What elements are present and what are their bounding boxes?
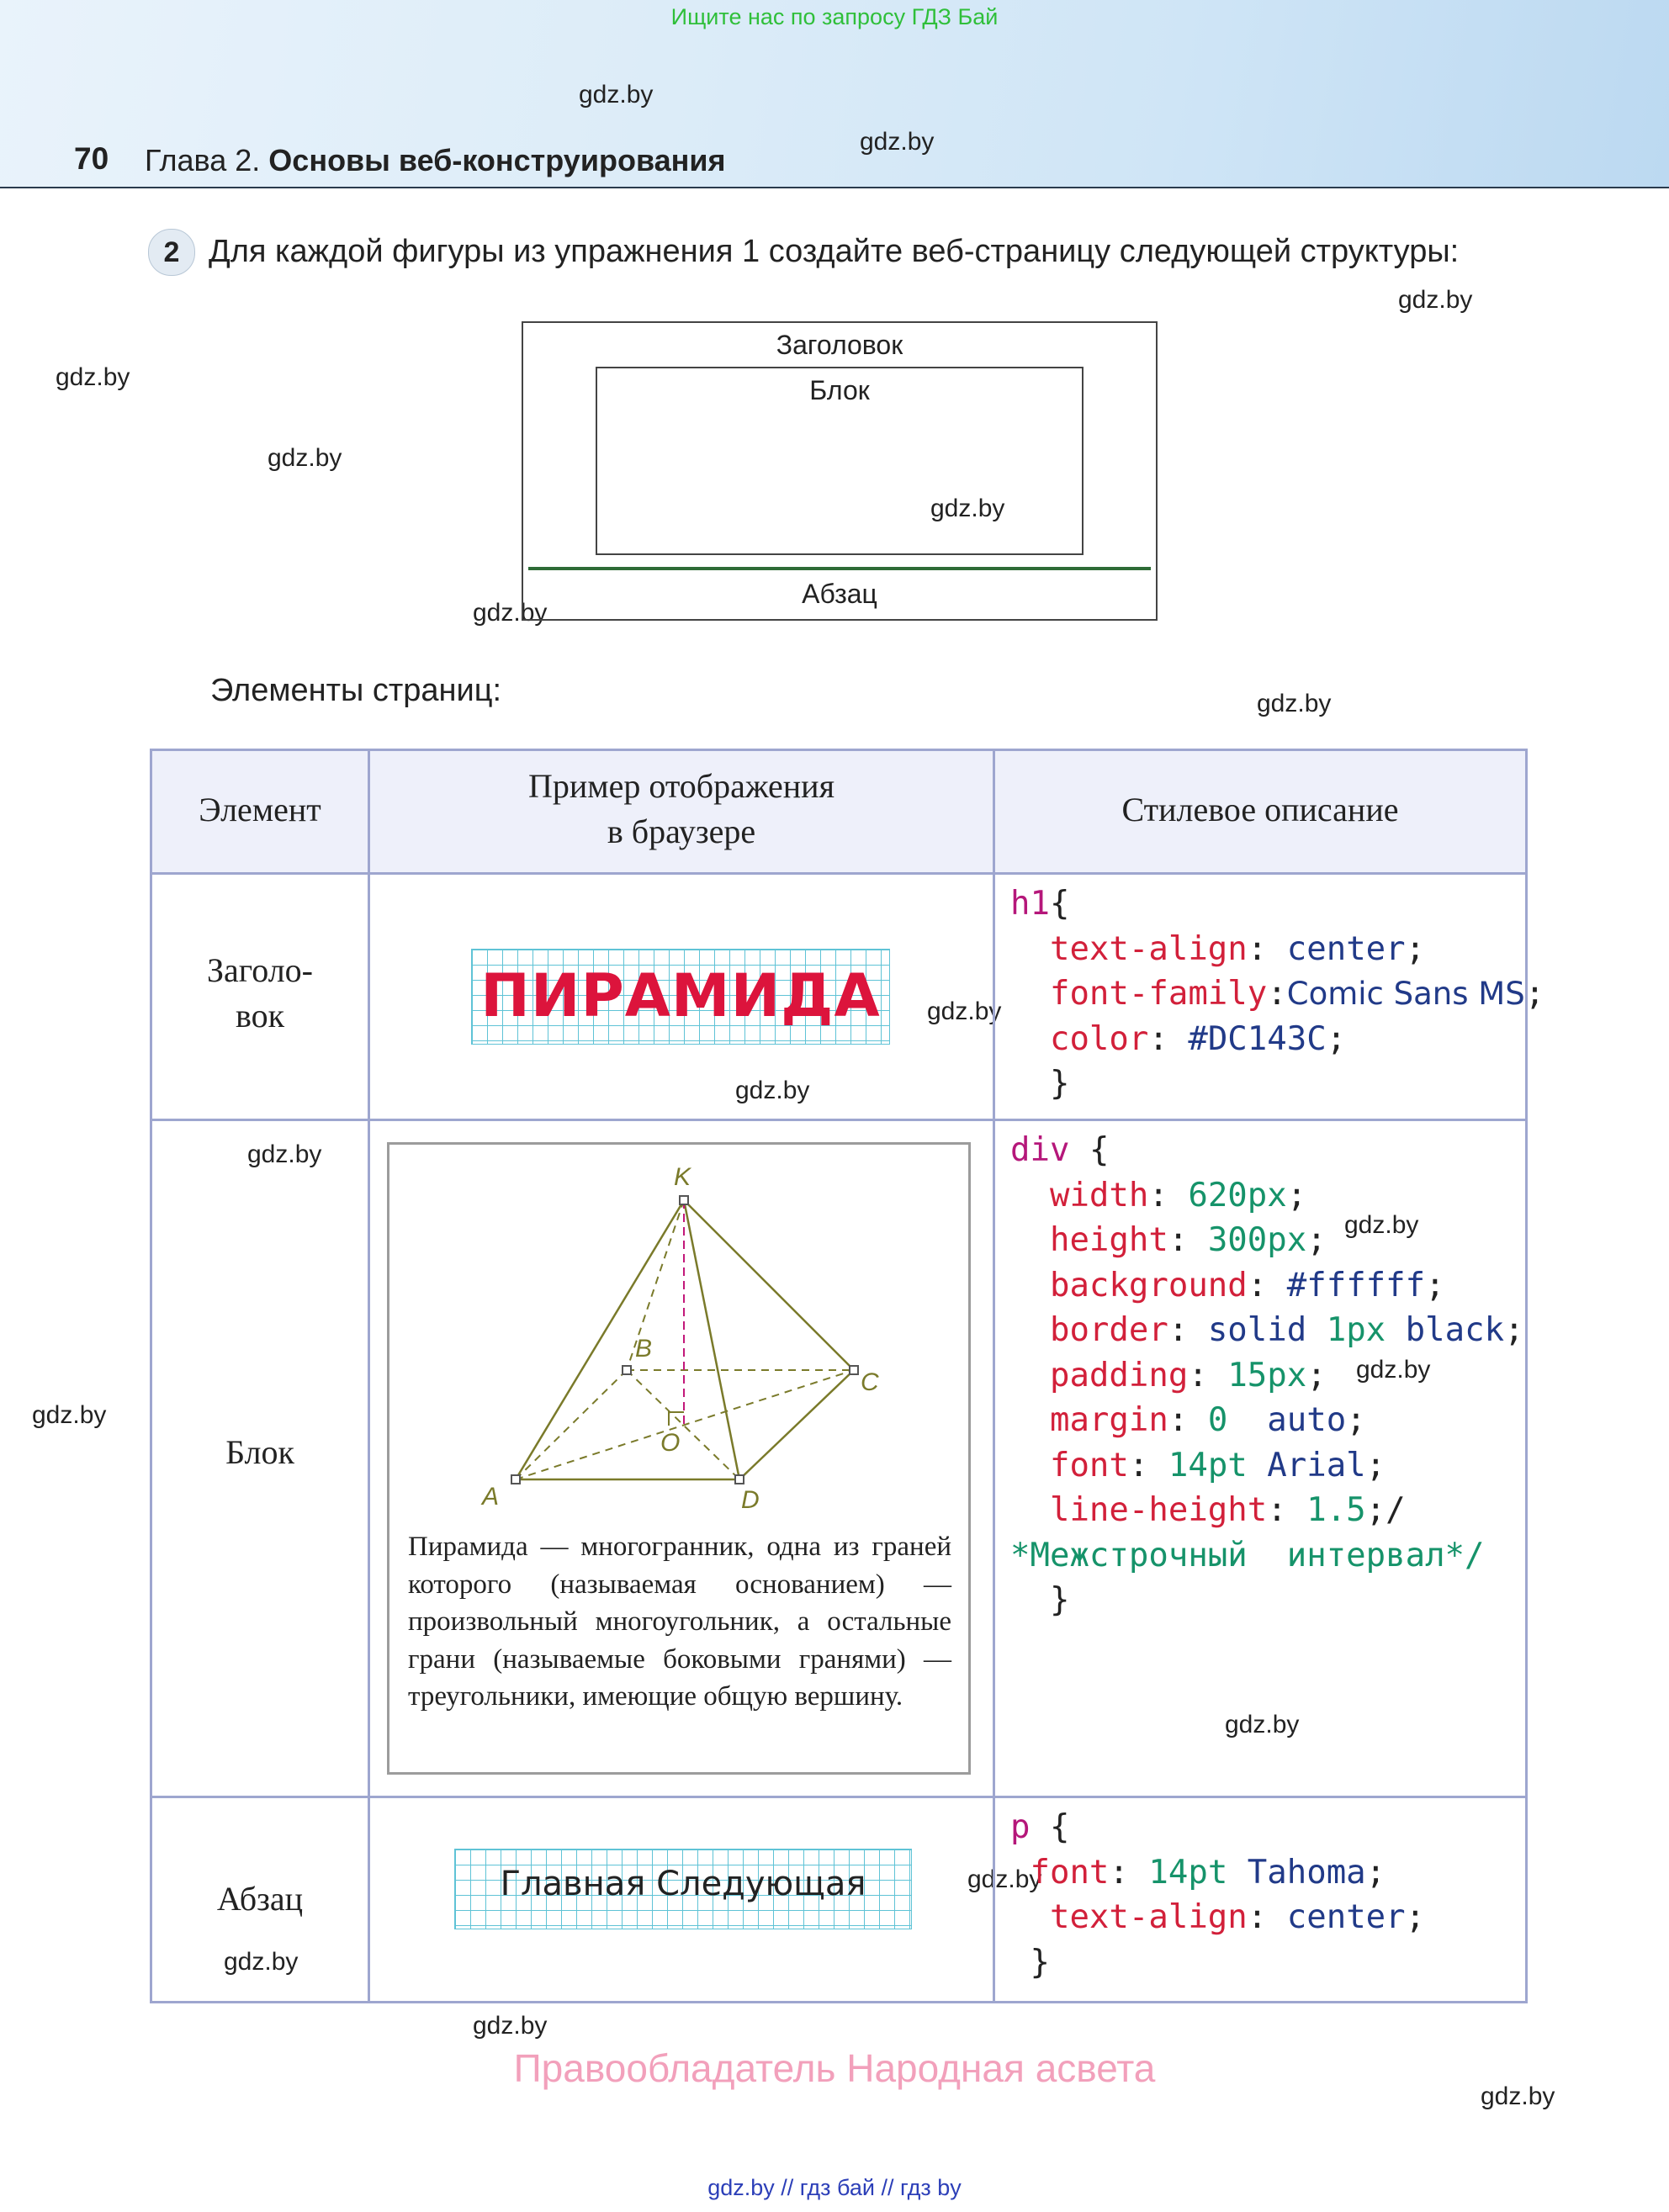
watermark: gdz.by [930, 495, 1005, 522]
watermark: gdz.by [1356, 1356, 1431, 1384]
code-selector: p [1010, 1808, 1031, 1846]
header-cell-style [993, 749, 1528, 875]
header-example-line1: Пример отображения [528, 767, 834, 805]
edge-ka [516, 1200, 684, 1479]
code-value: 15px [1227, 1356, 1307, 1394]
edge-dc [739, 1370, 854, 1479]
code-selector: h1 [1010, 885, 1050, 923]
search-hint[interactable]: Ищите нас по запросу ГДЗ Бай [670, 4, 999, 29]
code-punct: ;/ [1365, 1491, 1406, 1529]
header-example-line2: в браузере [607, 812, 756, 850]
code-comment: *Межстрочный интервал*/ [1010, 1536, 1485, 1574]
code-prop: margin [1049, 1401, 1168, 1439]
edge-kc [684, 1200, 854, 1370]
watermark: gdz.by [56, 363, 130, 391]
heading-example-box [471, 949, 890, 1045]
code-value: 14pt [1168, 1446, 1248, 1484]
code-prop: color [1049, 1019, 1149, 1058]
label-k: K [674, 1163, 691, 1191]
vertex-d [735, 1475, 744, 1484]
vertex-b [623, 1366, 631, 1374]
pyramid-definition: Пирамида — многогранник, одна из граней которого (называемая основанием) — произвольный многоугольник, а остальные грани (называемые боковыми гранями) — треугольники, имеющие общую вершину. [408, 1532, 951, 1712]
header-cell-element [150, 749, 370, 875]
row1-element-line1: Заголо- [207, 951, 313, 989]
watermark: gdz.by [860, 128, 935, 156]
chapter-title: Основы веб-конструирования [268, 143, 726, 177]
heading-example-text: ПИРАМИДА [480, 961, 881, 1030]
code-brace: { [1049, 1808, 1070, 1846]
code-brace: } [1049, 1065, 1070, 1103]
block-example [387, 1142, 971, 1775]
row3-element: Абзац [216, 1880, 304, 1918]
chapter-heading [145, 143, 726, 178]
watermark: gdz.by [927, 998, 1002, 1025]
watermark: gdz.by [473, 599, 548, 627]
code-prop: width [1049, 1176, 1149, 1214]
page-number: 70 [74, 141, 109, 176]
code-prop: text-align [1049, 1898, 1248, 1936]
watermark: gdz.by [268, 444, 342, 472]
row3-example-cell [368, 1796, 995, 2003]
watermark: gdz.by [473, 2012, 548, 2040]
row3-element-cell [150, 1796, 370, 2003]
watermark: gdz.by [967, 1865, 1042, 1893]
watermark: gdz.by [247, 1140, 322, 1168]
code-value: #ffffff [1286, 1266, 1426, 1304]
code-value: 1.5 [1306, 1491, 1366, 1529]
watermark: gdz.by [1257, 690, 1332, 717]
code-prop: line-height [1049, 1491, 1268, 1529]
row1-code-cell [993, 872, 1545, 1121]
code-value: auto [1267, 1401, 1347, 1439]
code-value: 300px [1207, 1221, 1307, 1259]
code-value: 14pt [1148, 1853, 1228, 1892]
vertex-a [511, 1475, 520, 1484]
pyramid-figure [389, 1145, 970, 1532]
task-number-badge: 2 [148, 229, 195, 276]
watermark: gdz.by [735, 1077, 810, 1104]
watermark: gdz.by [1398, 286, 1473, 314]
paragraph-example-text: Главная Следующая [500, 1865, 866, 1903]
p-style-code: p { font: 14pt Tahoma; text-align: center; } [1010, 1808, 1426, 1982]
h1-style-code: h1{ text-align: center; font-family:Comic Sans MS; color: #DC143C; } [1010, 885, 1545, 1103]
footer-links[interactable]: gdz.by // гдз бай // гдз by [707, 2175, 962, 2200]
edge-kd [684, 1200, 739, 1479]
code-value: #DC143C [1188, 1019, 1327, 1058]
code-prop: font-family [1049, 975, 1268, 1013]
row2-code-cell [993, 1119, 1528, 1798]
code-prop: text-align [1049, 929, 1248, 968]
paragraph-example-box [454, 1849, 912, 1929]
watermark: gdz.by [1481, 2082, 1555, 2110]
header-element: Элемент [199, 791, 321, 828]
label-o: O [660, 1429, 681, 1457]
watermark: gdz.by [1225, 1711, 1300, 1738]
elements-title: Элементы страниц: [210, 673, 502, 708]
label-a: A [482, 1483, 500, 1511]
code-value: center [1286, 1898, 1406, 1936]
watermark: gdz.by [579, 81, 654, 108]
diagram-block [596, 367, 1084, 555]
structure-diagram [522, 321, 1158, 621]
header-cell-example [368, 749, 995, 875]
div-style-code: div { width: 620px; height: 300px; background: #ffffff; border: solid 1px black; padding: 15px; margin: 0 auto; font: 14pt Arial; line-height: 1.5;/ *Межстрочный интервал*/ } [1010, 1131, 1524, 1619]
watermark: gdz.by [1344, 1211, 1419, 1239]
code-selector: div [1010, 1131, 1070, 1169]
row3-code-cell [993, 1796, 1528, 2003]
header-style: Стилевое описание [1121, 791, 1399, 828]
watermark: gdz.by [224, 1948, 299, 1976]
code-brace: { [1049, 885, 1070, 923]
code-brace: } [1049, 1581, 1070, 1619]
label-d: D [741, 1486, 760, 1514]
label-c: C [861, 1368, 879, 1396]
code-value: center [1286, 929, 1406, 968]
row1-example-cell [368, 872, 995, 1121]
label-b: B [635, 1335, 653, 1363]
row2-element: Блок [225, 1433, 294, 1471]
code-prop: border [1049, 1311, 1168, 1349]
row1-element-line2: вок [235, 997, 285, 1035]
code-value: 0 [1207, 1401, 1228, 1439]
code-prop: height [1049, 1221, 1168, 1259]
code-prop: background [1049, 1266, 1248, 1304]
code-value: Comic Sans MS [1286, 976, 1525, 1012]
task-text: Для каждой фигуры из упражнения 1 создайте веб-страницу следующей структуры: [209, 234, 1460, 269]
row2-element-cell [150, 1119, 370, 1798]
vertex-c [850, 1366, 858, 1374]
code-prop: font [1049, 1446, 1129, 1484]
code-value: 1px [1326, 1311, 1386, 1349]
code-brace: { [1089, 1131, 1110, 1169]
code-prop: font [1030, 1853, 1110, 1892]
code-value: Arial [1267, 1446, 1366, 1484]
watermark: gdz.by [32, 1401, 107, 1429]
diag-ac [516, 1370, 854, 1479]
chapter-label: Глава 2. [145, 143, 261, 177]
diagram-paragraph-label: Абзац [802, 579, 877, 609]
row1-element-cell [150, 872, 370, 1121]
code-prop: padding [1049, 1356, 1189, 1394]
code-brace: } [1030, 1943, 1050, 1982]
code-value: 620px [1188, 1176, 1287, 1214]
code-value: black [1405, 1311, 1505, 1349]
diagram-heading-label: Заголовок [776, 330, 903, 360]
diagram-block-label: Блок [809, 375, 870, 405]
vertex-k [680, 1196, 688, 1204]
code-value: Tahoma [1247, 1853, 1366, 1892]
diagram-divider [528, 567, 1151, 570]
copyright-notice: Правообладатель Народная асвета [513, 2046, 1156, 2090]
code-value: solid [1207, 1311, 1307, 1349]
